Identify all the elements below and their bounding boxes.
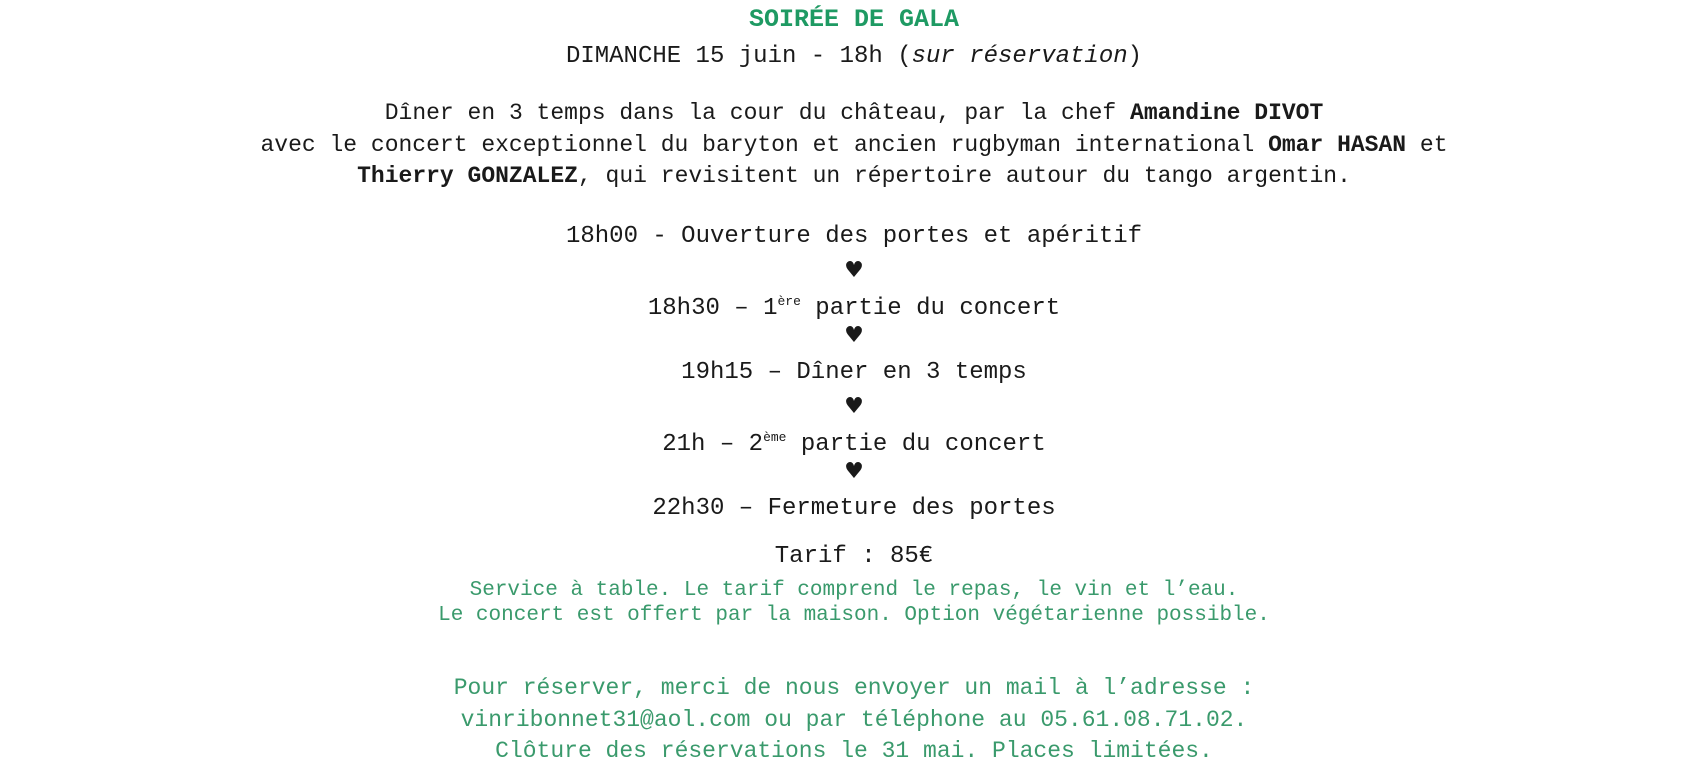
program-time: 18h30 – 1 [647, 295, 778, 322]
chef-name: Amandine DIVOT [1130, 100, 1324, 126]
reservation-note: sur réservation [911, 43, 1128, 70]
description-line-2 [0, 134, 1708, 157]
program-label: partie du concert [800, 295, 1061, 322]
ordinal-suffix: ère [777, 294, 801, 309]
program-item-closing: 22h30 – Fermeture des portes [652, 495, 1056, 522]
event-date-text: DIMANCHE 15 juin - 18h ( [565, 43, 912, 70]
service-note-2: Le concert est offert par la maison. Option végétarienne possible. [438, 604, 1270, 627]
artist-name: Thierry GONZALEZ [357, 163, 578, 189]
heart-icon: ♥ [844, 323, 864, 348]
program-time: 21h – 2 [662, 431, 764, 458]
event-date-close: ) [1127, 43, 1143, 70]
program-item-opening: 18h00 - Ouverture des portes et apéritif [565, 223, 1143, 250]
heart-icon: ♥ [844, 394, 864, 419]
event-title: SOIRÉE DE GALA [748, 5, 960, 34]
heart-icon: ♥ [844, 459, 864, 484]
description-text: , qui revisitent un répertoire autour du tango argentin. [577, 163, 1351, 189]
ordinal-suffix: ème [763, 430, 787, 445]
description-line-3 [0, 165, 1708, 188]
price: Tarif : 85€ [774, 543, 934, 570]
description-text: et [1406, 132, 1448, 158]
program-item-dinner: 19h15 – Dîner en 3 temps [681, 359, 1027, 386]
service-note-1: Service à table. Le tarif comprend le repas, le vin et l’eau. [469, 579, 1239, 602]
reservation-contact: vinribonnet31@aol.com ou par téléphone au 05.61.08.71.02. [460, 707, 1248, 733]
description-text: Dîner en 3 temps dans la cour du château, par la chef [384, 100, 1131, 126]
reservation-line-1: Pour réserver, merci de nous envoyer un mail à l’adresse : [453, 675, 1255, 701]
heart-icon: ♥ [844, 258, 864, 283]
program-item-concert-part-1 [0, 294, 1708, 322]
program-item-concert-part-2 [0, 430, 1708, 458]
reservation-deadline: Clôture des réservations le 31 mai. Places limitées. [495, 738, 1213, 764]
program-label: partie du concert [786, 431, 1046, 458]
artist-name: Omar HASAN [1268, 132, 1407, 158]
description-text: avec le concert exceptionnel du baryton et ancien rugbyman international [260, 132, 1269, 158]
event-date [0, 45, 1708, 69]
description-line-1 [0, 102, 1708, 125]
